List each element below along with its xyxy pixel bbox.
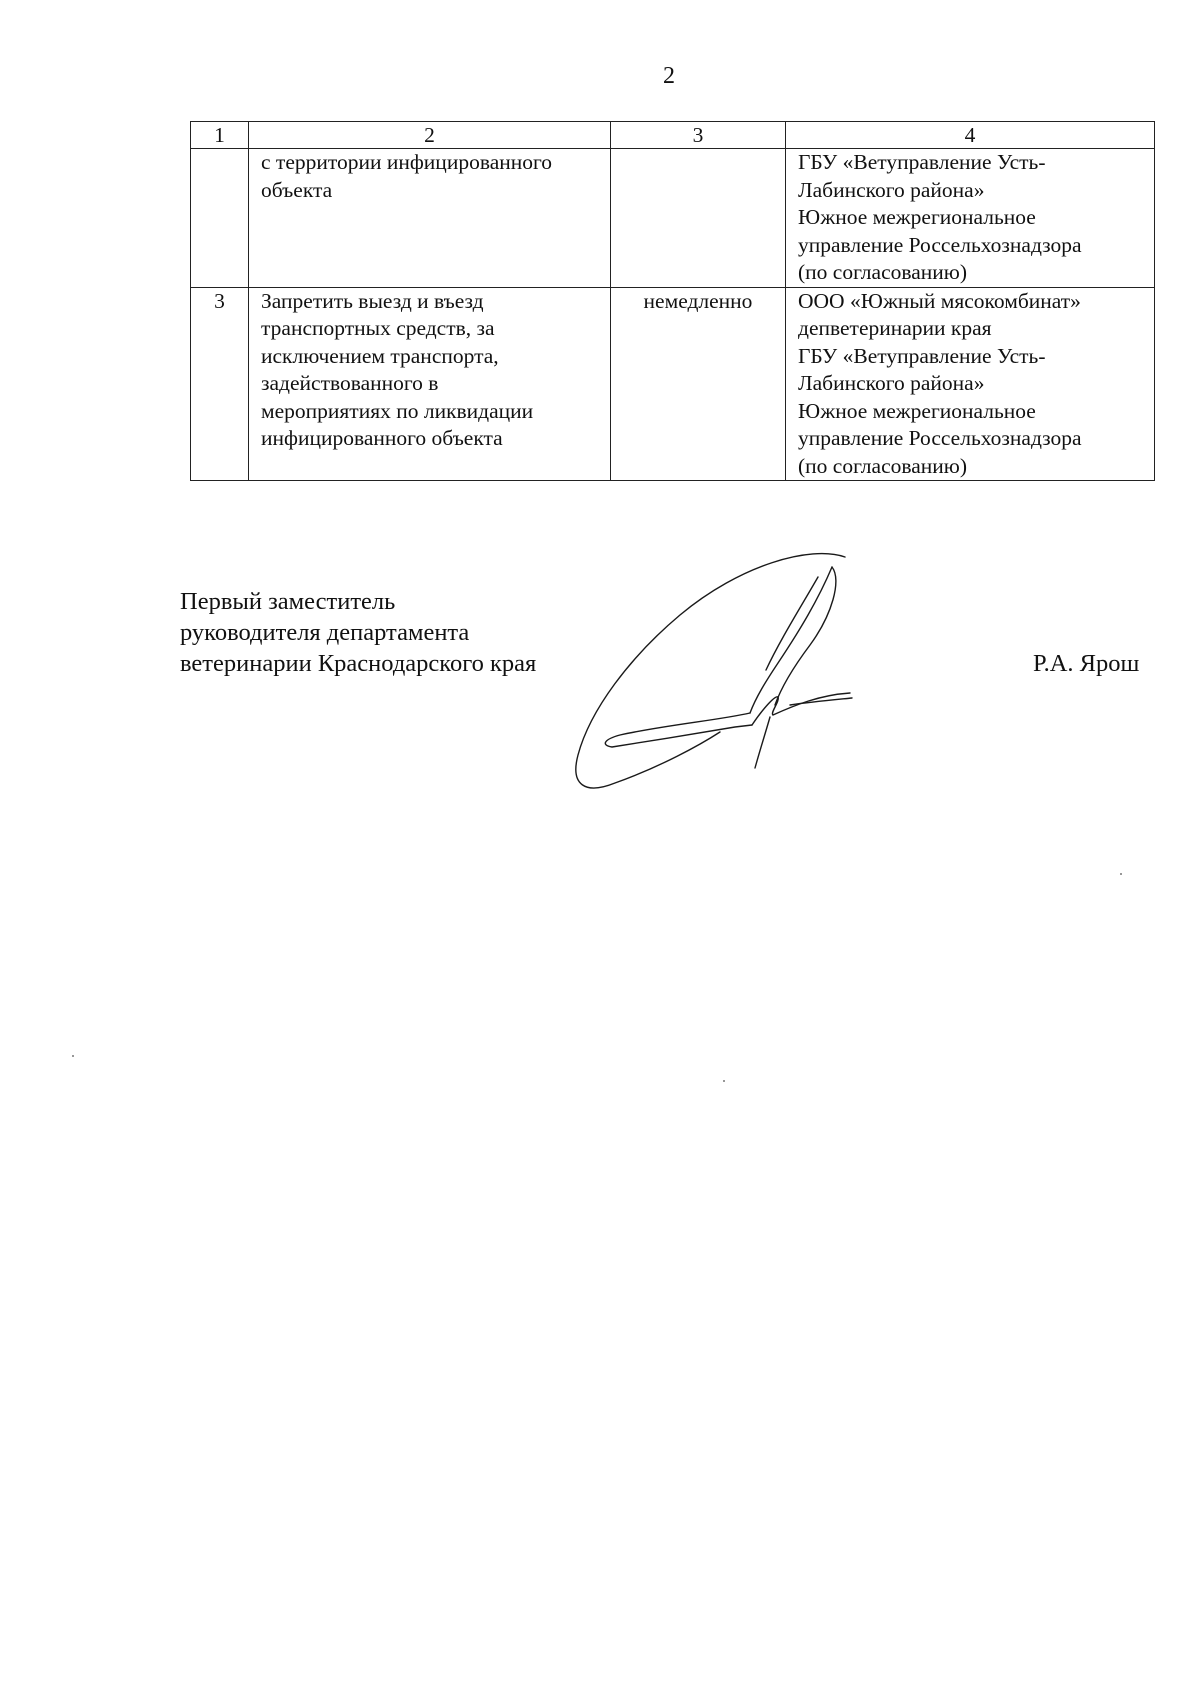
row-deadline (611, 149, 786, 288)
header-col-1: 1 (191, 122, 249, 149)
responsible-line: управление Россельхознадзора (798, 232, 1082, 257)
responsible-line: Южное межрегиональное (798, 398, 1036, 423)
signatory-title-line: руководителя департамента (180, 619, 470, 646)
page-number: 2 (663, 63, 675, 89)
header-col-4: 4 (786, 122, 1155, 149)
table-row (191, 287, 1155, 481)
responsible-line: Лабинского района» (798, 177, 985, 202)
responsible-line: ГБУ «Ветуправление Усть- (798, 150, 1046, 174)
row-action (249, 149, 611, 288)
scan-speck (723, 1080, 725, 1082)
handwritten-signature (570, 545, 860, 805)
action-line: мероприятиях по ликвидации (261, 398, 534, 423)
row-number (191, 149, 249, 288)
responsible-line: депветеринарии края (798, 316, 992, 340)
scan-speck (1120, 873, 1122, 875)
row-action (249, 287, 611, 481)
measures-table (190, 121, 1155, 481)
action-line: транспортных средств, за (261, 316, 495, 340)
scan-speck (72, 1055, 74, 1057)
responsible-line: (по согласованию) (798, 453, 968, 478)
signatory-title-line: ветеринарии Краснодарского края (180, 650, 537, 677)
action-line: исключением транспорта, (261, 343, 499, 368)
responsible-line: (по согласованию) (798, 260, 968, 284)
header-col-2: 2 (249, 122, 611, 149)
action-line: с территории инфицированного (261, 150, 553, 174)
signatory-title-line: Первый заместитель (180, 588, 396, 615)
signatory-name: Р.А. Ярош (1033, 650, 1140, 677)
action-line: объекта (261, 177, 333, 202)
row-deadline: немедленно (611, 287, 786, 481)
responsible-line: ГБУ «Ветуправление Усть- (798, 343, 1046, 368)
row-responsible (786, 287, 1155, 481)
table-header-row (191, 122, 1155, 149)
signatory-title (180, 586, 536, 679)
row-responsible (786, 149, 1155, 288)
responsible-line: Лабинского района» (798, 371, 985, 395)
action-line: задействованного в (261, 371, 439, 395)
responsible-line: Южное межрегиональное (798, 205, 1036, 229)
table-row (191, 149, 1155, 288)
responsible-line: ООО «Южный мясокомбинат» (798, 288, 1081, 313)
responsible-line: управление Россельхознадзора (798, 426, 1082, 450)
action-line: Запретить выезд и въезд (261, 288, 484, 313)
row-number: 3 (191, 287, 249, 481)
action-line: инфицированного объекта (261, 426, 503, 450)
header-col-3: 3 (611, 122, 786, 149)
